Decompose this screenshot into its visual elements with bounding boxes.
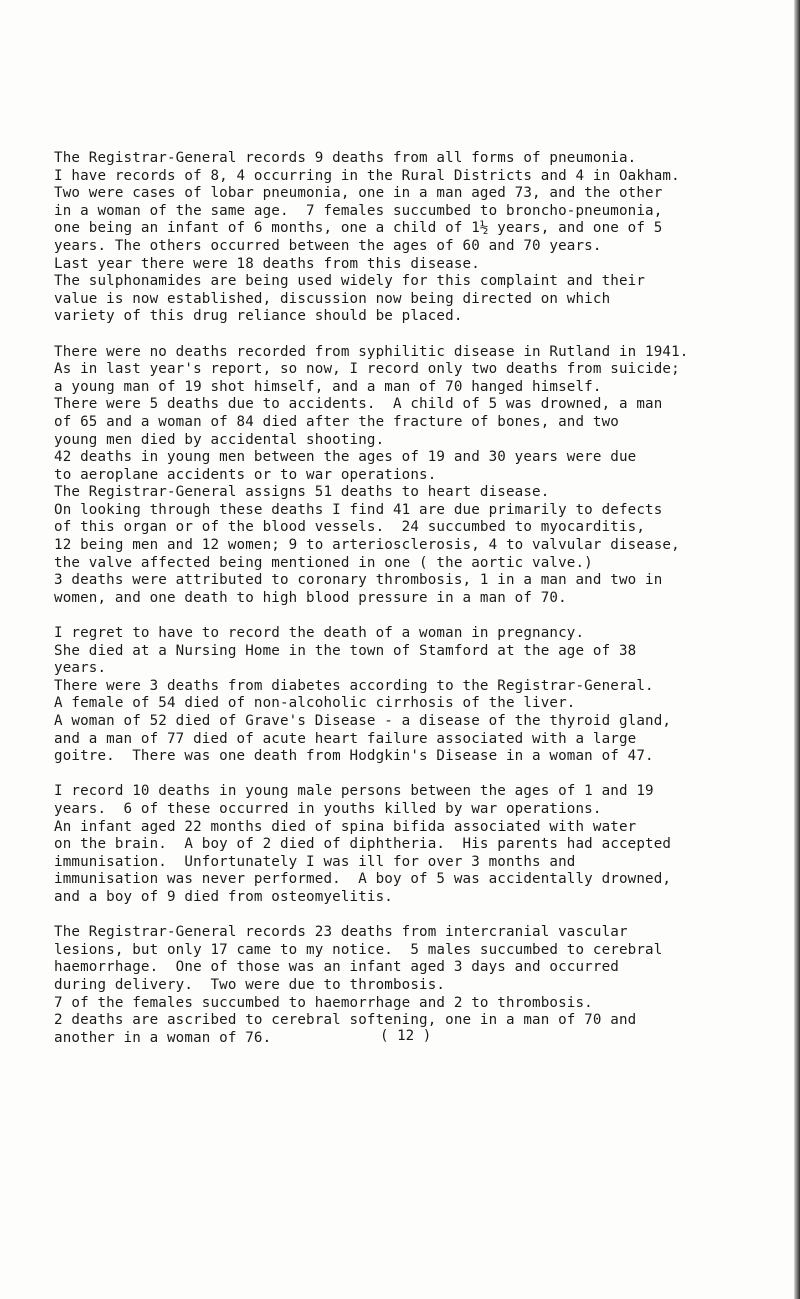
report-body [54, 150, 794, 1065]
text-line: years. The others occurred between the ages of 60 and 70 years. [54, 237, 602, 254]
text-line: There were 5 deaths due to accidents. A child of 5 was drowned, a man [54, 396, 663, 413]
text-line: years. [54, 660, 107, 677]
text-line: 2 deaths are ascribed to cerebral softening, one in a man of 70 and [54, 1012, 637, 1029]
text-line: She died at a Nursing Home in the town of Stamford at the age of 38 [54, 642, 637, 659]
text-line: a young man of 19 shot himself, and a man of 70 hanged himself. [54, 378, 602, 395]
text-line: I regret to have to record the death of a woman in pregnancy. [54, 625, 585, 642]
scan-edge [794, 0, 800, 1299]
text-line: 42 deaths in young men between the ages of 19 and 30 years were due [54, 449, 637, 466]
text-line: I record 10 deaths in young male persons between the ages of 1 and 19 [54, 783, 654, 800]
text-line: young men died by accidental shooting. [54, 431, 385, 448]
text-line: lesions, but only 17 came to my notice. 5 males succumbed to cerebral [54, 941, 663, 958]
text-line: during delivery. Two were due to thrombosis. [54, 976, 446, 993]
text-line: The Registrar-General assigns 51 deaths to heart disease. [54, 484, 550, 501]
text-line: immunisation. Unfortunately I was ill for over 3 months and [54, 853, 576, 870]
text-line: another in a woman of 76. [54, 1029, 272, 1046]
paragraph-accidents-heart [54, 344, 794, 608]
text-line: one being an infant of 6 months, one a child of 1½ years, and one of 5 [54, 220, 663, 237]
text-line: The Registrar-General records 9 deaths from all forms of pneumonia. [54, 150, 637, 166]
text-line: 12 being men and 12 women; 9 to arteriosclerosis, 4 to valvular disease, [54, 537, 680, 554]
text-line: The Registrar-General records 23 deaths from intercranial vascular [54, 924, 628, 941]
text-line: to aeroplane accidents or to war operations. [54, 466, 437, 483]
text-line: The sulphonamides are being used widely for this complaint and their [54, 273, 646, 290]
text-line: of 65 and a woman of 84 died after the fracture of bones, and two [54, 413, 619, 430]
text-line: I have records of 8, 4 occurring in the Rural Districts and 4 in Oakham. [54, 167, 680, 184]
text-line: 3 deaths were attributed to coronary thrombosis, 1 in a man and two in [54, 572, 663, 589]
text-line: value is now established, discussion now being directed on which [54, 290, 611, 307]
text-line: years. 6 of these occurred in youths killed by war operations. [54, 800, 602, 817]
text-line: women, and one death to high blood pressure in a man of 70. [54, 589, 567, 606]
text-line: and a man of 77 died of acute heart failure associated with a large [54, 730, 637, 747]
text-line: An infant aged 22 months died of spina bifida associated with water [54, 818, 637, 835]
text-line: A female of 54 died of non-alcoholic cirrhosis of the liver. [54, 695, 576, 712]
paragraph-pneumonia [54, 150, 794, 326]
text-line: 7 of the females succumbed to haemorrhage and 2 to thrombosis. [54, 994, 593, 1011]
text-line: on the brain. A boy of 2 died of diphtheria. His parents had accepted [54, 836, 672, 853]
page-number: ( 12 ) [380, 1028, 432, 1044]
text-line: goitre. There was one death from Hodgkin's Disease in a woman of 47. [54, 748, 654, 765]
text-line: and a boy of 9 died from osteomyelitis. [54, 888, 393, 905]
text-line: Two were cases of lobar pneumonia, one in a man aged 73, and the other [54, 185, 663, 202]
text-line: A woman of 52 died of Grave's Disease - a disease of the thyroid gland, [54, 713, 672, 729]
text-line: There were no deaths recorded from syphilitic disease in Rutland in 1941. [54, 343, 689, 360]
text-line: As in last year's report, so now, I record only two deaths from suicide; [54, 361, 680, 378]
text-line: On looking through these deaths I find 41 are due primarily to defects [54, 501, 663, 518]
text-line: There were 3 deaths from diabetes according to the Registrar-General. [54, 677, 654, 694]
paragraph-pregnancy-diabetes [54, 625, 794, 766]
text-line: immunisation was never performed. A boy of 5 was accidentally drowned, [54, 871, 672, 888]
text-line: variety of this drug reliance should be placed. [54, 308, 463, 325]
paragraph-young-males [54, 783, 794, 906]
text-line: of this organ or of the blood vessels. 24 succumbed to myocarditis, [54, 519, 646, 536]
text-line: Last year there were 18 deaths from this disease. [54, 255, 480, 272]
text-line: the valve affected being mentioned in one ( the aortic valve.) [54, 554, 593, 571]
text-line: in a woman of the same age. 7 females succumbed to broncho-pneumonia, [54, 202, 663, 219]
text-line: haemorrhage. One of those was an infant aged 3 days and occurred [54, 959, 619, 976]
